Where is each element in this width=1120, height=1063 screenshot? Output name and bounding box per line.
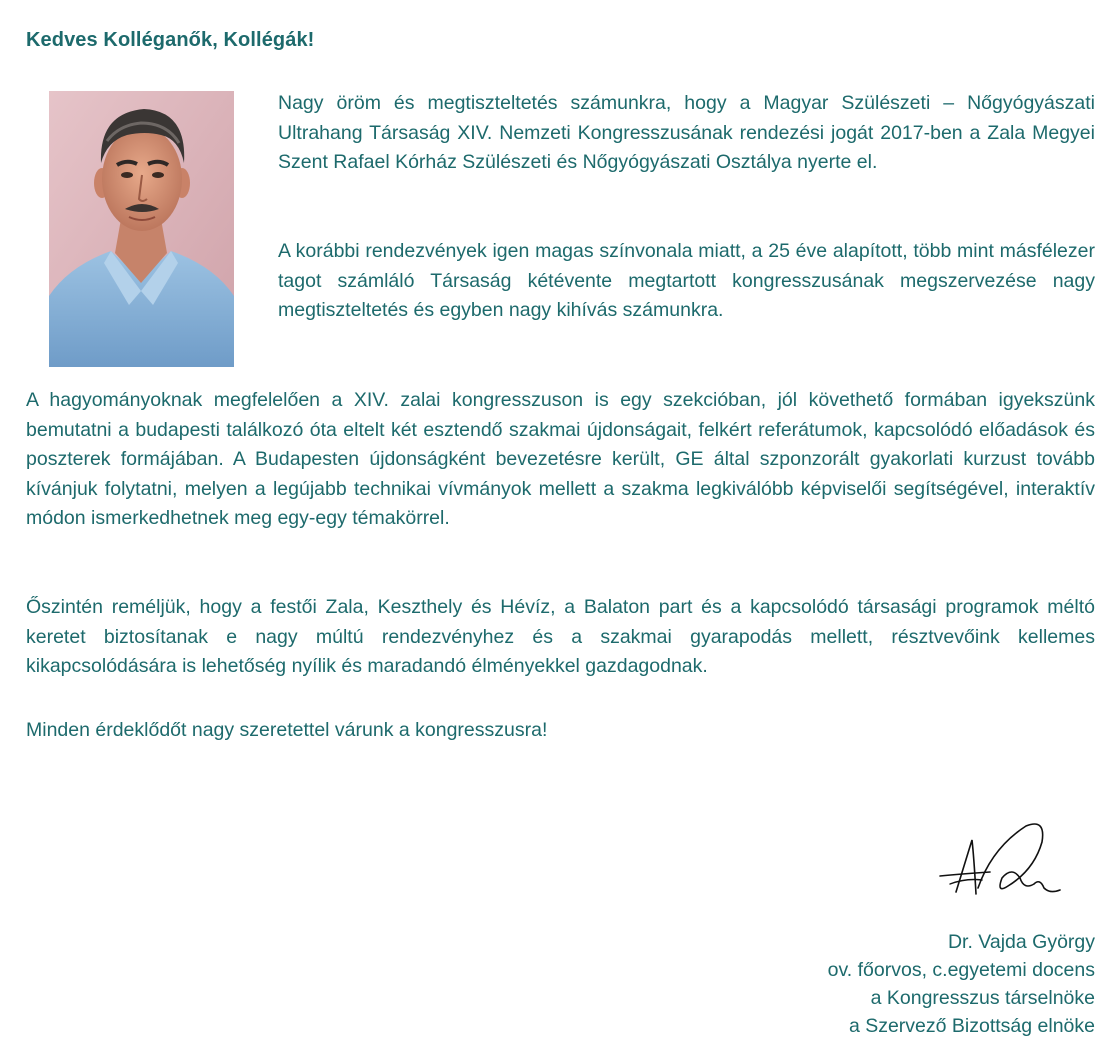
signatory-title: ov. főorvos, c.egyetemi docens <box>827 959 1095 981</box>
signatory-role-congress: a Kongresszus társelnöke <box>870 987 1095 1009</box>
signatory-role-committee: a Szervező Bizottság elnöke <box>848 1015 1095 1037</box>
signatory-name: Dr. Vajda György <box>947 931 1095 953</box>
paragraph-society-history: A korábbi rendezvények igen magas színvonala miatt, a 25 éve alapított, több mint másfélezer tagot számláló Társaság kétévente megtartott kongresszusának megszervezése nagy megtiszteltetés és egyben nagy kihívás számunkra. <box>278 240 1095 321</box>
letter-greeting: Kedves Kolléganők, Kollégák! <box>26 29 315 51</box>
handwritten-signature <box>930 818 1070 908</box>
paragraph-congress-host: Nagy öröm és megtiszteltetés számunkra, hogy a Magyar Szülészeti – Nőgyógyászati Ultrahang Társaság XIV. Nemzeti Kongresszusának rendezési jogát 2017-ben a Zala Megyei Szent Rafael Kórház Szülészeti és Nőgyógyászati Osztálya nyerte el. <box>278 92 1095 173</box>
paragraph-location: Őszintén reméljük, hogy a festői Zala, Keszthely és Hévíz, a Balaton part és a kapcsolódó társasági programok méltó keretet biztosítanak e nagy múltú rendezvényhez és a szakmai gyarapodás mellett, résztvevőink kellemes kikapcsolódására is lehetőség nyílik és maradandó élményekkel gazdagodnak. <box>26 596 1095 677</box>
paragraph-program: A hagyományoknak megfelelően a XIV. zalai kongresszuson is egy szekcióban, jól követhető formában igyekszünk bemutatni a budapesti találkozó óta eltelt két esztendő szakmai újdonságait, felkért referátumok, kapcsolódó előadások és poszterek formájában. A Budapesten újdonságként bevezetésre került, GE által szponzorált gyakorlati kurzust tovább kívánjuk folytatni, melyen a legújabb technikai vívmányok mellett a szakma legkiválóbb képviselői segítségével, interaktív módon ismerkedhetnek meg egy-egy témakörrel. <box>26 389 1095 529</box>
paragraph-invitation: Minden érdeklődőt nagy szeretettel várunk a kongresszusra! <box>26 719 548 741</box>
signature-block <box>828 928 1095 1040</box>
portrait-photo <box>49 91 234 367</box>
